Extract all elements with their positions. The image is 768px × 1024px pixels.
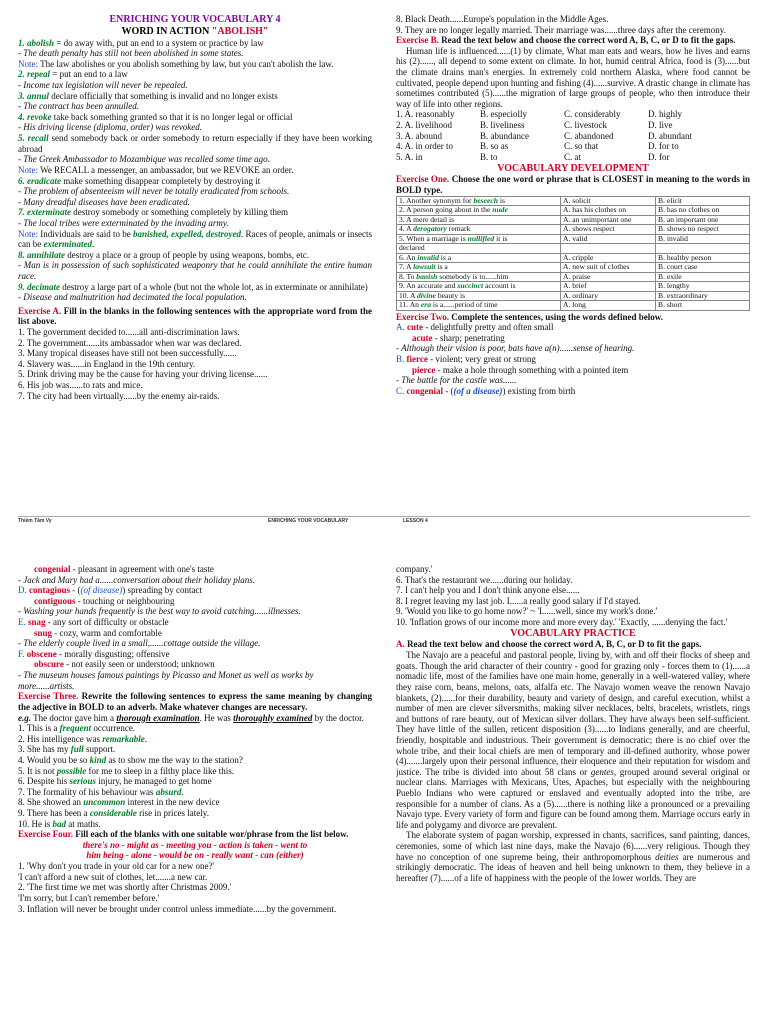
exercise-item (18, 787, 372, 798)
item-text: support. (83, 744, 116, 755)
exercise-item: 3. Inflation will never be brought under control unless immediate......by the government. (18, 903, 337, 914)
option: 1. A. reasonably (396, 109, 455, 120)
page-gap (0, 530, 768, 556)
bold-word: absurd (155, 786, 182, 797)
question-text: account is (483, 281, 516, 291)
option-b-cell: B. exile (656, 272, 750, 282)
definition-line (18, 112, 372, 123)
item-text: 6. Despite his (18, 776, 70, 787)
example-line: - Disease and malnutrition had decimated the local population. (18, 292, 247, 303)
option-a-cell: A. an unimportant one (561, 215, 656, 225)
page-bottom (0, 556, 768, 1024)
option-a-cell: A. cripple (561, 253, 656, 263)
congenial-def: congenial - pleasant in agreement with one's taste (34, 564, 214, 574)
definition-number: 3. (18, 90, 27, 101)
definition-text: destroy somebody or something completely by killing them (71, 207, 288, 218)
exercise-two-c: C. congenial - ((of a disease)) existing from birth (396, 385, 576, 396)
exercise-item (18, 766, 372, 777)
definition-line (18, 207, 372, 218)
option: D. highly (648, 109, 683, 120)
exercise-four-items (18, 861, 372, 914)
note-text: The law abolishes or you abolish something by law, but you can't abolish the law. (38, 58, 334, 69)
example-line: - The death penalty has still not been abolished in some states. (18, 48, 244, 59)
definition-line (18, 91, 372, 102)
item-text: at maths. (66, 818, 101, 829)
definition-line (18, 176, 372, 187)
definition-number: 4. (18, 111, 27, 122)
option: B. so as (480, 141, 509, 152)
option: C. at (564, 151, 581, 162)
exercise-a-continued (396, 14, 750, 35)
obscure-example: - The museum houses famous paintings by Picasso and Monet as well as works by more......artists. (18, 670, 314, 691)
question-text: beauty is (435, 290, 466, 300)
definition-word: revoke (27, 111, 52, 122)
question-text: is (497, 195, 505, 205)
option-row (396, 109, 750, 120)
exercise-three-heading: Exercise Three. Rewrite the following sentences to express the same meaning by changing the adjective in BOLD to an adverb. Make whatever changes are necessary. (18, 691, 372, 712)
item-text: 8. She showed an (18, 797, 84, 808)
bold-word: nude (492, 205, 508, 215)
exercise-item: 1. The government decided to......all anti-discrimination laws. (18, 327, 240, 338)
option: B. abundance (480, 130, 529, 141)
question-text: 5. When a marriage is (399, 233, 468, 243)
note-label: Note: (18, 58, 38, 69)
bold-word: lawsuit (413, 262, 436, 272)
bold-word: invalid (417, 252, 439, 262)
note-line (18, 165, 372, 176)
exercise-four-heading: Exercise Four. Fill each of the blanks with one suitable wor/phrase from the list below. (18, 829, 349, 840)
item-text: 9. There has been a (18, 808, 90, 819)
contagious-example: - Washing your hands frequently is the best way to avoid catching......illnesses. (18, 606, 301, 617)
bold-word: banish (416, 271, 438, 281)
contagious-def: D. contagious - ((of disease)) spreading by contact (18, 585, 202, 596)
exercise-item: 2. The government......its ambassador when war was declared. (18, 337, 242, 348)
bold-word: serious (69, 776, 97, 787)
option-b-cell: B. court case (656, 263, 750, 273)
table-row (397, 301, 750, 311)
definition-line (18, 69, 372, 80)
table-row (397, 234, 750, 244)
question-text: 4. A (399, 224, 414, 234)
option-a-cell: A. solicit (561, 196, 656, 206)
example-line: - The Greek Ambassador to Mozambique was recalled some time ago. (18, 154, 270, 165)
question-text: 9. An accurate and (399, 281, 458, 291)
option: C. considerably (564, 109, 621, 120)
item-text: injury, he managed to get home (96, 776, 212, 787)
option: C. abandoned (564, 130, 614, 141)
exercise-b-passage: Human life is influenced......(1) by climate, What man eats and wears, how he lives and earns his (2)......, all depend to some extent on climate. In hot, humid central Africa, food is (3)......but the climate drains man's energies. In extremely cold northern Alaska, where food cannot be cultivated, people depend upon hunting and fishing (4)......survive. A drastic change in climate has sometimes contributed (5)......the migration of large groups of people, who then introduce their way of life into other regions. (396, 45, 750, 109)
item-text: interest in the new device (125, 797, 220, 808)
option-b-cell: B. has no clothes on (656, 206, 750, 216)
example-line: - Many dreadful diseases have been eradicated. (18, 196, 190, 207)
definition-word: repeal (27, 69, 50, 80)
option-b-cell: B. extraordinary (656, 291, 750, 301)
example-line: - Man is in possession of such sophisticated weaponry that he could annihilate the entire human race. (18, 260, 372, 281)
option-a-cell: A. has his clothes on (561, 206, 656, 216)
top-left-column (18, 14, 372, 530)
footer-title: ENRICHING YOUR VOCABULARY (268, 518, 349, 524)
option-a-cell: A. valid (561, 234, 656, 244)
definition-word: eradicate (27, 175, 61, 186)
exercise-four-continued (396, 564, 750, 617)
option: B. especiolly (480, 109, 527, 120)
question-text: is a (435, 262, 448, 272)
question-text: 2. A person going about in the (399, 205, 493, 215)
option-row (396, 141, 750, 152)
bold-word: nullified (467, 233, 495, 243)
definition-number: 7. (18, 207, 27, 218)
option: D. for to (648, 141, 679, 152)
note-line (18, 59, 372, 70)
lesson-title: ENRICHING YOUR VOCABULARY 4 (109, 14, 281, 25)
definition-line (18, 133, 372, 154)
footer-author: Thiềm Tâm Vy (18, 518, 52, 524)
definition-line (18, 38, 372, 49)
question-text: 3. A mere detail is (399, 214, 455, 224)
definition-word: annihilate (27, 249, 66, 260)
vocab-practice-heading: VOCABULARY PRACTICE (510, 627, 636, 639)
exercise-three-example: e.g. The doctor gave him a thorough examination. He was thoroughly examined by the doctor. (18, 712, 364, 723)
exercise-item (18, 808, 372, 819)
question-text: remark (446, 224, 471, 234)
option-b-cell: B. elicit (656, 196, 750, 206)
item-text: as to show me the way to the station? (106, 754, 243, 765)
option: 5. A. in (396, 151, 423, 162)
question-text: somebody is to......him (437, 271, 509, 281)
definition-number: 9. (18, 281, 27, 292)
lesson-subtitle: WORD IN ACTION "ABOLISH" (121, 25, 269, 37)
example-line: - The local tribes were exterminated by the invading army. (18, 217, 229, 228)
example-line: - His driving license (diploma, order) was revoked. (18, 122, 203, 133)
example-line: - Income tax legislation will never be repealed. (18, 80, 188, 91)
exercise-item: 6. His job was......to rats and mice. (18, 380, 143, 391)
definition-text: = put an end to a law (50, 69, 128, 80)
option-b-cell: B. an important one (656, 215, 750, 225)
definition-number: 1. (18, 37, 27, 48)
exercise-item: 3. Many tropical diseases have still not been successfully...... (18, 348, 237, 359)
option-a-cell: A. shows respect (561, 225, 656, 235)
option-a-cell: A. praise (561, 272, 656, 282)
bold-word: era (420, 300, 431, 310)
item-text: 5. It is not (18, 765, 57, 776)
option-row (396, 152, 750, 163)
exercise-two-a-example: - Although their vision is poor, bats have a(n)......sense of hearing. (396, 343, 635, 354)
item-text: 2. His intelligence was (18, 733, 103, 744)
exercise-item: 9. 'Would you like to go home now?' ~ 'I......well, since my work's done.' (396, 606, 658, 617)
definition-word: exterminate (27, 207, 71, 218)
exercise-b-heading: Exercise B. Read the text below and choose the correct word A, B, C, or D to fit the gaps. (396, 35, 736, 46)
exercise-item: 8. I regret leaving my last job. I......a really good salary if I'd stayed. (396, 595, 641, 606)
option-b-cell: B. lengthy (656, 282, 750, 292)
question-cell (397, 301, 561, 311)
exercise-item (18, 755, 372, 766)
option: C. livestock (564, 120, 607, 131)
question-text: is a (438, 252, 452, 262)
footer-lesson: LESSON 4 (403, 518, 428, 524)
bold-word: kind (89, 754, 107, 765)
snag-def: E. snag - any sort of difficulty or obstacle (18, 617, 169, 628)
bold-word: succinct (457, 281, 484, 291)
exercise-two-b-sub: pierce - make a hole through something with a pointed item (412, 364, 629, 375)
option: 2. A. livelihood (396, 120, 452, 131)
exercise-item (18, 734, 372, 745)
definition-word: annul (27, 90, 50, 101)
definition-number: 2. (18, 69, 27, 80)
exercise-item (18, 776, 372, 787)
contiguous-def: contiguous - touching or neighbouring (34, 595, 175, 606)
definition-text: destroy a place or a group of people by using weapons, bombs, etc. (65, 249, 309, 260)
option: 3. A. abound (396, 130, 442, 141)
definition-line (18, 282, 372, 293)
exercise-item (18, 744, 372, 755)
option-a-cell: A. long (561, 301, 656, 311)
navajo-paragraph-2: The elaborate system of pagan worship, expressed in chants, sacrifices, sand painting, dances, ceremonies, some of which last nine days, make the Navajo (6)......very religious. Though they have no conception of one supreme being, their anthropomorphous deities are numerous and strikingly democratic. The ideas of heaven and hell being unknown to them, they believe in a hereafter (7)......of a life of happiness with the people of the lower worlds. They are (396, 830, 750, 883)
definition-number: 8. (18, 249, 27, 260)
exercise-item: 1. 'Why don't you trade in your old car for a new one?' (18, 861, 215, 872)
item-text: 10. He is (18, 818, 53, 829)
exercise-two-b-example: - The battle for the castle was...... (396, 375, 517, 386)
note-text: We RECALL a messenger, an ambassador, but we REVOKE an order. (38, 164, 294, 175)
definition-list-2 (18, 250, 372, 303)
definition-list (18, 38, 372, 229)
question-text: 8. To (399, 271, 417, 281)
exercise-item (18, 797, 372, 808)
exercise-four-list-2: him being - alone - would be on - really want - can (either) (86, 850, 304, 861)
exercise-a-items (18, 327, 372, 401)
bold-word: full (70, 744, 84, 755)
exercise-item: 8. Black Death......Europe's population in the Middle Ages. (396, 14, 609, 24)
option: D. live (648, 120, 673, 131)
definition-text: make something disappear completely by destroying it (61, 175, 261, 186)
exercise-four-item-10: 10. 'Inflation grows of our income more and more every day.' 'Exactly, ......denying the fact.' (396, 617, 728, 628)
question-text: 6. An (399, 252, 418, 262)
navajo-paragraph-1: The Navajo are a peaceful and pastoral people, living by, with and off their flocks of sheep and goats. Though the arid character of their country - good for grazing only - forces them to (1)......a nomadic life, most of the families have one main home, generally in a well-watered valley, where they raise corn, beans, melons, oats, alfalfa etc. The Navajo women weave the renown Navajo blankets, (2)......for their durability, beauty and variety of design, and careful execution, whilst a number of men are clever silversmiths, making silver necklaces, belts, bracelets, wristlets, rings and buttons of rare beauty, out of Mexican silver dollars. They have always been self-sufficient. They have little of the sullen, reticent disposition (3)......to Indians generally, and are cheerful, friendly, hospitable and industrious. Their government is democratic; there is no chief over the whole tribe, and their local chiefs are men of temporary and ill-defined authority, whose power (4).......largely upon their personal influence, their eloquence and their reputation for wisdom and justice. The tribe is divided into about 58 clans or gentes, grouped around several original or nuclear clans. Marriages with Mexicans, Utes, Apaches, but especially with the neighbouring Pueblo Indians who were captured or enslaved and eventually adopted into the tribe, are responsible for a number of clans. As a (5)......there is nothing like a pronounced or a prevailing Navajo type. Every variety of form and figure can be found among them. Marriage occurs early in life and polygamy and divorce are prevalent. (396, 650, 750, 830)
definition-number: 5. (18, 133, 28, 144)
option-b-cell: B. invalid (656, 234, 750, 244)
exercise-item: 9. They are no longer legally married. Their marriage was......three days after the ceremony. (396, 24, 726, 35)
snug-def: snug - cozy, warm and comfortable (34, 627, 162, 638)
question-text: 11. An (399, 300, 421, 310)
congenial-example: - Jack and Mary had a......conversation about their holiday plans. (18, 574, 255, 585)
exercise-three-items (18, 723, 372, 829)
exercise-two-b: B. fierce - violent; very great or strong (396, 353, 536, 364)
option-b-cell: B. short (656, 301, 750, 311)
obscure-def: obscure - not easily seen or understood; unknown (34, 659, 215, 670)
exercise-item: 6. That's the restaurant we......during our holiday. (396, 574, 573, 585)
exercise-one-table (396, 196, 750, 311)
option: D. for (648, 151, 670, 162)
item-text: 1. This is a (18, 723, 60, 734)
note-label: Note: (18, 164, 38, 175)
bold-word: uncommon (83, 797, 126, 808)
bold-word: derogatory (413, 224, 447, 234)
exercise-one-heading: Exercise One. Choose the one word or phrase that is CLOSEST in meaning to the words in BOLD type. (396, 174, 750, 195)
question-text: 10. A (399, 290, 417, 300)
practice-a-heading: A. Read the text below and choose the correct word A, B, C, or D to fit the gaps. (396, 639, 702, 650)
item-text: 3. She has my (18, 744, 71, 755)
option: B. to (480, 151, 498, 162)
definition-number: 6. (18, 175, 27, 186)
bold-word: frequent (59, 723, 92, 734)
bold-word: divine (416, 290, 436, 300)
option: 4. A. in order to (396, 141, 453, 152)
question-text: 1. Another synonym for (399, 195, 474, 205)
exercise-two-heading: Exercise Two. Complete the sentences, using the words defined below. (396, 311, 663, 322)
bold-word: bad (52, 818, 66, 829)
definition-text: = do away with, put an end to a system or practice by law (54, 37, 264, 48)
option-row (396, 131, 750, 142)
exercise-item (18, 819, 372, 830)
item-text: 7. The formality of his behaviour was (18, 786, 156, 797)
definition-text: take back something granted so that it is no longer legal or official (51, 111, 293, 122)
bottom-left-column (18, 564, 372, 1024)
example-line: - The problem of absenteeism will never be totally eradicated from schools. (18, 186, 290, 197)
item-text: rise in prices lately. (136, 808, 209, 819)
option-a-cell: A. new suit of clothes (561, 263, 656, 273)
option: D. abundant (648, 130, 692, 141)
bold-word: remarkable (102, 733, 145, 744)
exercise-a-heading: Exercise A. Fill in the blanks in the following sentences with the appropriate word from the list above. (18, 305, 372, 327)
item-text: for me to sleep in a filthy place like this. (86, 765, 234, 776)
definition-word: decimate (27, 281, 60, 292)
definition-text: send somebody back or order somebody to return especially if they have been working abroad (18, 133, 372, 154)
question-text: 7. A (399, 262, 414, 272)
option: B. liveliness (480, 120, 525, 131)
example-line: - The contract has been annulled. (18, 101, 139, 112)
definition-line (18, 250, 372, 261)
option-a-cell: A. brief (561, 282, 656, 292)
note-individuals: Note: Individuals are said to be banished, expelled, destroyed. Races of people, animals or insects can be exterminated. (18, 228, 372, 250)
question-text: declared (399, 243, 425, 253)
exercise-item (18, 723, 372, 734)
exercise-item: company.' (396, 564, 433, 574)
bold-word: possible (56, 765, 87, 776)
bottom-right-column (396, 564, 750, 1024)
option-b-cell: B. shows no respect (656, 225, 750, 235)
option: C. so that (564, 141, 599, 152)
exercise-item: 'I can't afford a new suit of clothes, let.......a new car. (18, 871, 208, 882)
bold-word: beseech (473, 195, 498, 205)
exercise-item: 7. I can't help you and I don't think anyone else...... (396, 585, 580, 596)
item-text: . (181, 786, 184, 797)
definition-word: abolish (27, 37, 55, 48)
option-b-cell: B. healthy person (656, 253, 750, 263)
obscene-def: F. obscene - morally disgusting; offensive (18, 648, 170, 659)
question-text: is a......period of time (431, 300, 498, 310)
exercise-item: 7. The city had been virtually......by the enemy air-raids. (18, 390, 220, 401)
definition-text: declare officially that something is invalid and no longer exists (49, 90, 278, 101)
item-text: 4. Would you be so (18, 754, 90, 765)
top-right-column (396, 14, 750, 530)
page-footer (18, 516, 750, 526)
snug-example: - The elderly couple lived in a small,......cottage outside the village. (18, 638, 261, 649)
option-row (396, 120, 750, 131)
exercise-item: 4. Slavery was......in England in the 19th century. (18, 358, 196, 369)
question-text: it is (494, 233, 508, 243)
item-text: . (144, 733, 147, 744)
exercise-item: 5. Drink driving may be the cause for having your driving license...... (18, 369, 268, 380)
definition-text: destroy a large part of a whole (but not the whole lot, as in exterminate or annihilate) (60, 281, 368, 292)
exercise-item: 'I'm sorry, but I can't remember before.' (18, 892, 160, 903)
exercise-two-a: A. cute - delightfully pretty and often small (396, 322, 554, 333)
item-text: occurrence. (91, 723, 136, 734)
vocab-development-heading: VOCABULARY DEVELOPMENT (497, 162, 649, 174)
exercise-item: 2. 'The first time we met was shortly after Christmas 2009.' (18, 882, 232, 893)
option-b-cell (656, 244, 750, 254)
definition-word: recall (27, 133, 49, 144)
option-a-cell: A. ordinary (561, 291, 656, 301)
exercise-b-options (396, 109, 750, 162)
exercise-two-a-sub: acute - sharp; penetrating (412, 332, 505, 343)
option-a-cell (561, 244, 656, 254)
exercise-four-list-1: there's no - might as - meeting you - action is taken - went to (82, 839, 308, 850)
bold-word: considerable (89, 808, 137, 819)
